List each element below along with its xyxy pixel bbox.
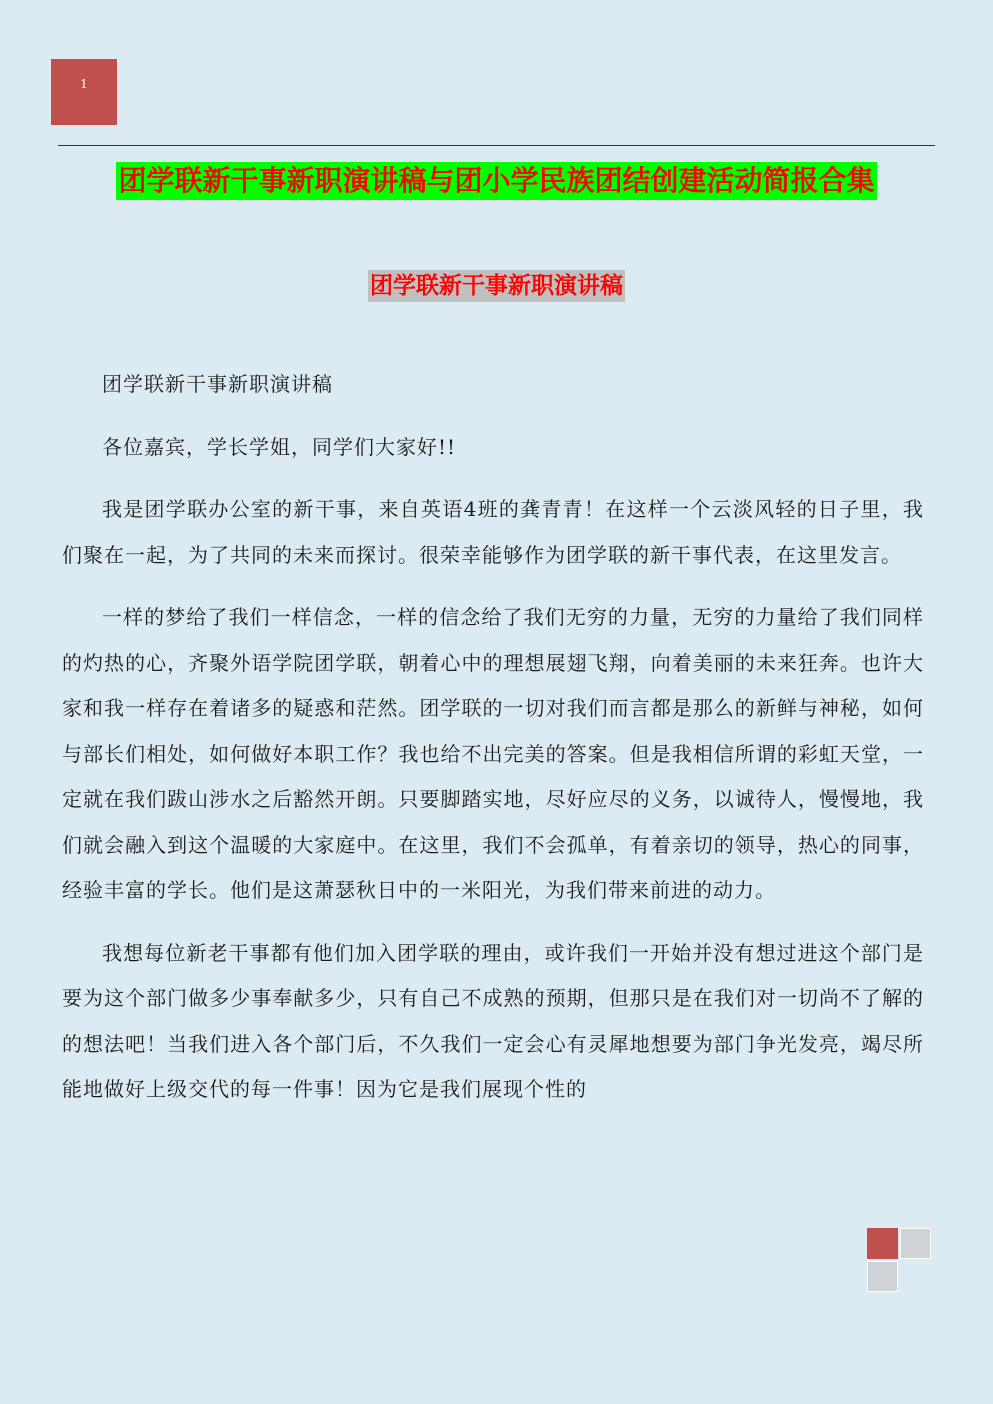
body-paragraph: 一样的梦给了我们一样信念，一样的信念给了我们无穷的力量，无穷的力量给了我们同样的灼热的心，齐聚外语学院团学联，朝着心中的理想展翅飞翔，向着美丽的未来狂奔。也许大家和我一样存在着诸多的疑惑和茫然。团学联的一切对我们而言都是那么的新鲜与神秘，如何与部长们相处，如何做好本职工作？我也给不出完美的答案。但是我相信所谓的彩虹天堂，一定就在我们跋山涉水之后豁然开朗。只要脚踏实地，尽好应尽的义务，以诚待人，慢慢地，我们就会融入到这个温暖的大家庭中。在这里，我们不会孤单，有着亲切的领导，热心的同事，经验丰富的学长。他们是这萧瑟秋日中的一米阳光，为我们带来前进的动力。	[62, 605, 924, 902]
main-title-container	[0, 162, 993, 200]
section-title: 团学联新干事新职演讲稿	[368, 270, 625, 302]
main-title: 团学联新干事新职演讲稿与团小学民族团结创建活动简报合集	[116, 162, 876, 200]
body-heading-line: 团学联新干事新职演讲稿	[102, 372, 333, 396]
header-divider	[58, 145, 935, 146]
greeting-paragraph: 各位嘉宾，学长学姐，同学们大家好!!	[102, 434, 457, 459]
corner-decoration	[867, 1228, 933, 1294]
sub-title-container	[0, 270, 993, 302]
page-number: 1	[80, 77, 88, 91]
body-paragraph: 我是团学联办公室的新干事，来自英语4班的龚青青！在这样一个云淡风轻的日子里，我们聚在一起，为了共同的未来而探讨。很荣幸能够作为团学联的新干事代表，在这里发言。	[62, 497, 924, 567]
page-number-badge	[51, 59, 117, 125]
corner-square-grey	[867, 1261, 898, 1292]
corner-square-red	[867, 1228, 898, 1259]
document-body	[62, 362, 924, 1130]
corner-square-grey	[900, 1228, 931, 1259]
body-paragraph: 我想每位新老干事都有他们加入团学联的理由，或许我们一开始并没有想过进这个部门是要为这个部门做多少事奉献多少，只有自己不成熟的预期，但那只是在我们对一切尚不了解的的想法吧！当我们进入各个部门后，不久我们一定会心有灵犀地想要为部门争光发亮，竭尽所能地做好上级交代的每一件事！因为它是我们展现个性的	[62, 940, 924, 1101]
